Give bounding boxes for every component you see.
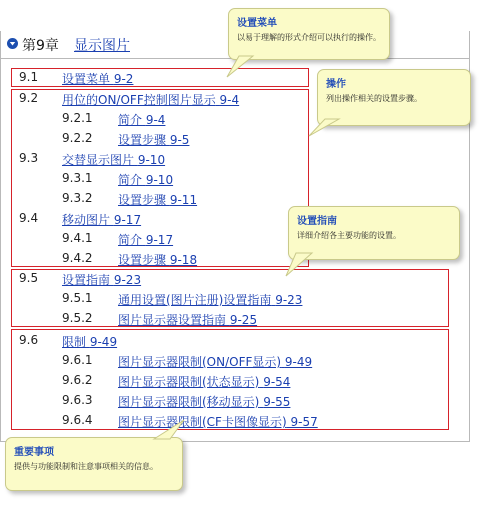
- toc-link-settings-menu[interactable]: 设置菜单 9-2: [62, 72, 134, 86]
- toc-number: 9.6.2: [62, 373, 93, 387]
- toc-link-alternate-display[interactable]: 交替显示图片 9-10: [62, 153, 166, 167]
- note-pointer: [282, 252, 322, 278]
- toc-number: 9.3.2: [62, 191, 93, 205]
- toc-link-steps[interactable]: 设置步骤 9-5: [118, 133, 190, 147]
- toc-number: 9.3.1: [62, 171, 93, 185]
- toc-link-intro[interactable]: 简介 9-10: [118, 173, 174, 187]
- toc-number: 9.5.1: [62, 291, 93, 305]
- note-body: 提供与功能限制和注意事项相关的信息。: [14, 462, 158, 471]
- note-title: 操作: [326, 79, 346, 90]
- toc-number: 9.1: [19, 70, 39, 84]
- toc-link-restriction-cf[interactable]: 图片显示器限制(CF卡图像显示) 9-57: [118, 415, 318, 429]
- toc-link-common-settings-guide[interactable]: 通用设置(图片注册)设置指南 9-23: [118, 293, 303, 307]
- toc-number: 9.3: [19, 151, 39, 165]
- toc-number: 9.6: [19, 333, 39, 347]
- note-important: [5, 437, 183, 491]
- toc-link-intro[interactable]: 简介 9-4: [118, 113, 166, 127]
- toc-link-steps[interactable]: 设置步骤 9-11: [118, 193, 198, 207]
- toc-link-restrictions[interactable]: 限制 9-49: [62, 335, 118, 349]
- note-title: 设置菜单: [237, 18, 277, 29]
- chapter-number: 第9章: [22, 38, 59, 54]
- toc-number: 9.4: [19, 211, 39, 225]
- toc-link-move-image[interactable]: 移动图片 9-17: [62, 213, 142, 227]
- toc-number: 9.6.1: [62, 353, 93, 367]
- toc-link-bit-control[interactable]: 用位的ON/OFF控制图片显示 9-4: [62, 93, 240, 107]
- note-settings-menu: [228, 8, 390, 60]
- toc-link-restriction-status[interactable]: 图片显示器限制(状态显示) 9-54: [118, 375, 291, 389]
- note-pointer: [225, 55, 265, 80]
- toc-link-intro[interactable]: 简介 9-17: [118, 233, 174, 247]
- toc-link-image-display-guide[interactable]: 图片显示器设置指南 9-25: [118, 313, 258, 327]
- toc-number: 9.6.3: [62, 393, 93, 407]
- toc-link-restriction-onoff[interactable]: 图片显示器限制(ON/OFF显示) 9-49: [118, 355, 313, 369]
- note-title: 重要事项: [14, 447, 54, 458]
- toc-number: 9.5: [19, 271, 39, 285]
- note-pointer: [150, 418, 190, 440]
- toc-number: 9.5.2: [62, 311, 93, 325]
- toc-number: 9.2.1: [62, 111, 93, 125]
- toc-number: 9.2: [19, 91, 39, 105]
- chapter-title-link[interactable]: 显示图片: [74, 38, 130, 54]
- toc-number: 9.2.2: [62, 131, 93, 145]
- toc-link-steps[interactable]: 设置步骤 9-18: [118, 253, 198, 267]
- note-title: 设置指南: [297, 216, 337, 227]
- note-body: 详细介绍各主要功能的设置。: [297, 231, 401, 240]
- toc-number: 9.4.2: [62, 251, 93, 265]
- toc-link-setting-guide[interactable]: 设置指南 9-23: [62, 273, 142, 287]
- toc-number: 9.6.4: [62, 413, 93, 427]
- toc-link-restriction-move[interactable]: 图片显示器限制(移动显示) 9-55: [118, 395, 291, 409]
- toc-number: 9.4.1: [62, 231, 93, 245]
- note-body: 以易于理解的形式介绍可以执行的操作。: [237, 33, 381, 42]
- note-pointer: [305, 118, 345, 140]
- note-body: 列出操作相关的设置步骤。: [326, 94, 422, 103]
